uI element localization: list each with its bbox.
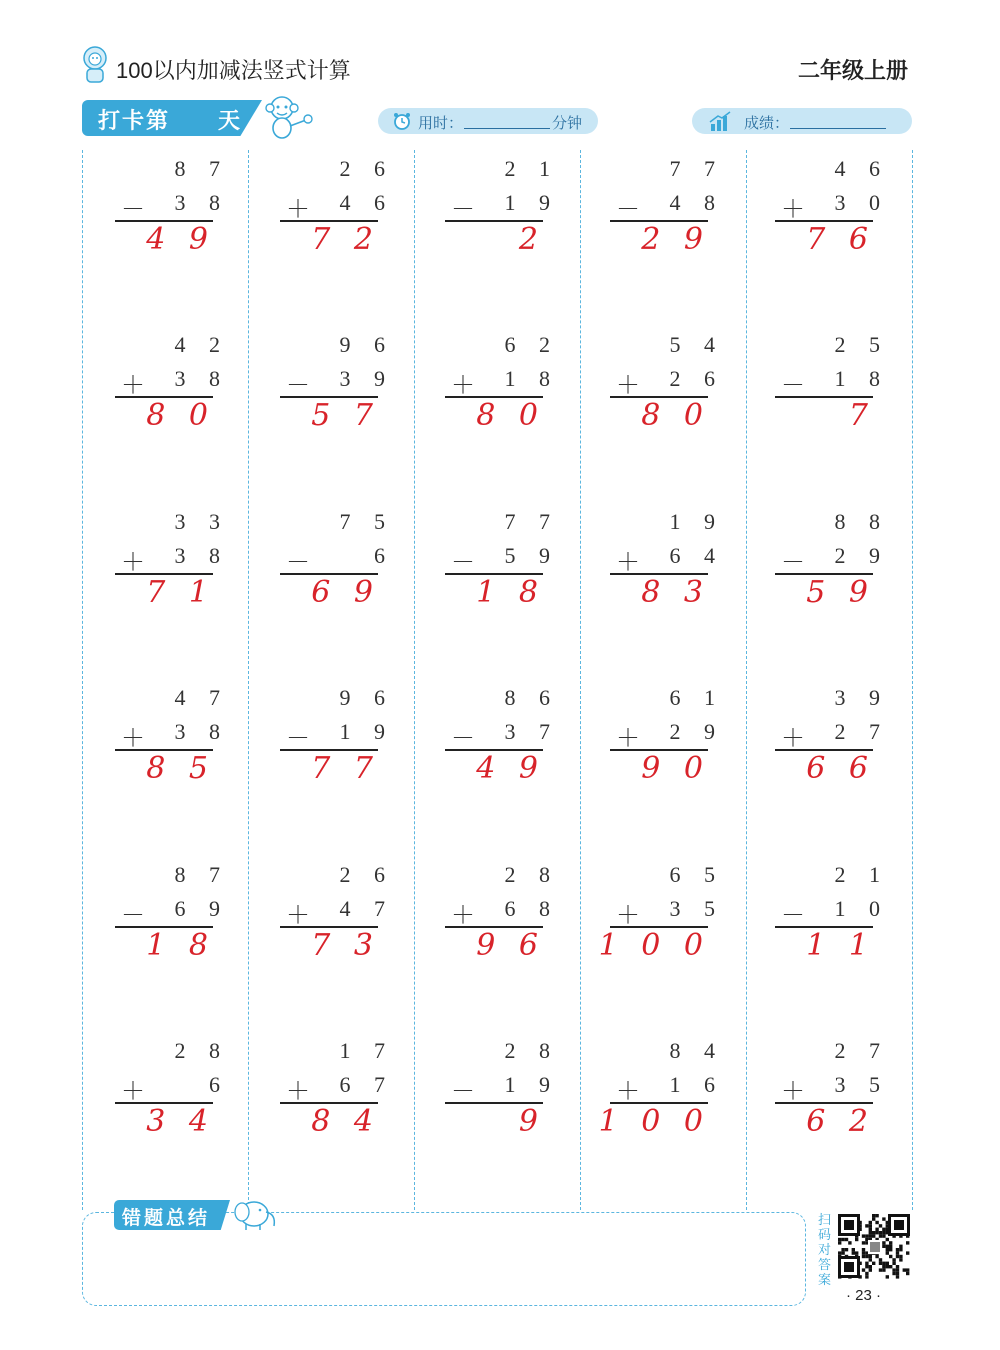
problem-answer[interactable]: 8 3: [641, 575, 710, 610]
checkin-label-prefix: 打卡第: [98, 108, 171, 133]
problem-answer[interactable]: 7 3: [311, 928, 380, 963]
problem-answer[interactable]: 2: [518, 222, 545, 257]
problem-top-number: 6 5: [669, 862, 724, 887]
problem-operator: ＋: [616, 548, 640, 576]
problem-answer[interactable]: 1 8: [146, 928, 215, 963]
problem-bottom-number: 1 9: [339, 719, 394, 744]
problem-operator: ＋: [451, 901, 475, 929]
checkin-label-suffix: 天: [218, 108, 241, 133]
time-label: 用时：: [418, 115, 464, 132]
problem-top-number: 8 6: [504, 685, 559, 710]
problem-bottom-number: 3 5: [834, 1072, 889, 1097]
problem-card: [610, 156, 724, 276]
problem-card: [775, 1038, 889, 1158]
problem-bottom-number: 3 9: [339, 366, 394, 391]
lion-icon: [80, 44, 110, 84]
problem-card: [280, 332, 394, 452]
problem-bottom-number: 3 8: [174, 543, 229, 568]
problem-answer[interactable]: 7 6: [806, 222, 875, 257]
time-unit: 分钟: [552, 115, 583, 132]
problem-bottom-number: 6 8: [504, 896, 559, 921]
problem-top-number: 6 2: [504, 332, 559, 357]
qr-caption: 扫码对答案: [818, 1212, 832, 1287]
problem-top-number: 8 4: [669, 1038, 724, 1063]
problem-card: [445, 862, 559, 982]
problem-bottom-number: 1 0: [834, 896, 889, 921]
problem-top-number: 2 1: [504, 156, 559, 181]
problem-operator: ＋: [616, 724, 640, 752]
problem-bottom-number: 1 6: [669, 1072, 724, 1097]
problem-card: [775, 862, 889, 982]
problem-card: [445, 156, 559, 276]
problem-card: [445, 332, 559, 452]
book-title: 100以内加减法竖式计算: [116, 58, 351, 83]
problem-card: [610, 332, 724, 452]
problem-top-number: 7 7: [669, 156, 724, 181]
problem-operator: ＋: [121, 724, 145, 752]
problem-answer[interactable]: 8 5: [146, 751, 215, 786]
problem-top-number: 4 7: [174, 685, 229, 710]
problem-answer[interactable]: 9 6: [476, 928, 545, 963]
problem-card: [445, 509, 559, 629]
problem-operator: ＋: [286, 901, 310, 929]
problem-answer[interactable]: 1 8: [476, 575, 545, 610]
problem-answer[interactable]: 4 9: [476, 751, 545, 786]
elephant-icon: [232, 1196, 280, 1232]
column-divider: [248, 150, 249, 1210]
problem-card: [115, 1038, 229, 1158]
score-blank[interactable]: [790, 128, 886, 129]
problem-top-number: 1 7: [339, 1038, 394, 1063]
time-blank[interactable]: [464, 128, 550, 129]
problem-answer[interactable]: 8 0: [641, 398, 710, 433]
problem-bottom-number: 4 8: [669, 190, 724, 215]
chart-icon: [708, 110, 734, 132]
problem-card: [445, 685, 559, 805]
problem-bottom-number: 6: [374, 543, 394, 568]
problem-card: [445, 1038, 559, 1158]
problem-answer[interactable]: 9: [518, 1104, 545, 1139]
problem-operator: －: [451, 1077, 475, 1105]
problem-operator: ＋: [121, 548, 145, 576]
problem-card: [775, 332, 889, 452]
problem-answer[interactable]: 7: [848, 398, 875, 433]
problem-top-number: 4 2: [174, 332, 229, 357]
problem-card: [280, 509, 394, 629]
problem-card: [115, 156, 229, 276]
problem-top-number: 3 9: [834, 685, 889, 710]
problem-bottom-number: 2 7: [834, 719, 889, 744]
problem-answer[interactable]: 8 4: [311, 1104, 380, 1139]
problem-top-number: 2 6: [339, 862, 394, 887]
problem-top-number: 8 7: [174, 156, 229, 181]
problem-card: [775, 685, 889, 805]
problem-bottom-number: 6 7: [339, 1072, 394, 1097]
problem-operator: －: [781, 371, 805, 399]
problem-top-number: 7 5: [339, 509, 394, 534]
problem-answer[interactable]: 9 0: [641, 751, 710, 786]
qr-code-icon[interactable]: [838, 1214, 912, 1280]
problem-operator: ＋: [781, 1077, 805, 1105]
problem-card: [115, 685, 229, 805]
problem-operator: －: [121, 901, 145, 929]
score-label: 成绩：: [744, 115, 790, 132]
problem-card: [610, 509, 724, 629]
column-divider: [912, 150, 913, 1210]
problem-card: [280, 862, 394, 982]
monkey-icon: [262, 92, 314, 142]
problem-top-number: 8 8: [834, 509, 889, 534]
problem-operator: －: [286, 548, 310, 576]
problem-answer[interactable]: 2 9: [641, 222, 710, 257]
problem-operator: －: [121, 195, 145, 223]
problem-answer[interactable]: 7 2: [311, 222, 380, 257]
problem-bottom-number: 3 7: [504, 719, 559, 744]
problem-card: [280, 1038, 394, 1158]
column-divider: [414, 150, 415, 1210]
problem-bottom-number: 3 0: [834, 190, 889, 215]
problem-top-number: 2 6: [339, 156, 394, 181]
problem-answer[interactable]: 7 7: [311, 751, 380, 786]
problem-bottom-number: 1 8: [504, 366, 559, 391]
problem-card: [280, 156, 394, 276]
problem-top-number: 4 6: [834, 156, 889, 181]
problem-operator: －: [781, 548, 805, 576]
problem-top-number: 2 8: [504, 862, 559, 887]
problem-top-number: 7 7: [504, 509, 559, 534]
grade-label: 二年级上册: [797, 58, 908, 83]
problem-card: [280, 685, 394, 805]
problem-answer[interactable]: 3 4: [146, 1104, 215, 1139]
problem-bottom-number: 3 8: [174, 719, 229, 744]
problem-top-number: 2 8: [504, 1038, 559, 1063]
problem-top-number: 9 6: [339, 332, 394, 357]
problem-operator: －: [451, 548, 475, 576]
problem-operator: ＋: [616, 371, 640, 399]
problem-operator: ＋: [121, 371, 145, 399]
problem-top-number: 2 5: [834, 332, 889, 357]
problem-card: [775, 509, 889, 629]
problem-answer[interactable]: 5 7: [311, 398, 380, 433]
problem-bottom-number: 2 9: [834, 543, 889, 568]
problem-operator: ＋: [616, 1077, 640, 1105]
problem-operator: －: [451, 195, 475, 223]
problem-bottom-number: 6: [209, 1072, 229, 1097]
problem-answer[interactable]: 6 6: [806, 751, 875, 786]
clock-icon: [392, 111, 412, 131]
problem-answer[interactable]: 6 2: [806, 1104, 875, 1139]
problem-answer[interactable]: 4 9: [146, 222, 215, 257]
problem-operator: －: [616, 195, 640, 223]
problem-card: [598, 862, 724, 982]
column-divider: [580, 150, 581, 1210]
problem-bottom-number: 4 7: [339, 896, 394, 921]
problem-bottom-number: 1 9: [504, 190, 559, 215]
problem-card: [610, 685, 724, 805]
problem-bottom-number: 1 9: [504, 1072, 559, 1097]
problem-bottom-number: 3 8: [174, 366, 229, 391]
problem-operator: ＋: [286, 195, 310, 223]
problem-operator: ＋: [616, 901, 640, 929]
problem-bottom-number: 3 5: [669, 896, 724, 921]
problem-operator: ＋: [286, 1077, 310, 1105]
problem-operator: ＋: [781, 724, 805, 752]
problem-operator: －: [781, 901, 805, 929]
problem-answer[interactable]: 8 0: [476, 398, 545, 433]
problem-bottom-number: 6 9: [174, 896, 229, 921]
problem-top-number: 3 3: [174, 509, 229, 534]
problem-card: [598, 1038, 724, 1158]
problem-answer[interactable]: 1 1: [806, 928, 875, 963]
problem-card: [775, 156, 889, 276]
column-divider: [82, 150, 83, 1210]
problem-card: [115, 862, 229, 982]
page-number: · 23 ·: [846, 1287, 882, 1304]
problem-top-number: 9 6: [339, 685, 394, 710]
column-divider: [746, 150, 747, 1210]
problem-answer[interactable]: 8 0: [146, 398, 215, 433]
problem-operator: －: [286, 724, 310, 752]
mistake-summary-title: 错题总结: [122, 1208, 211, 1229]
problem-bottom-number: 2 6: [669, 366, 724, 391]
problem-operator: ＋: [451, 371, 475, 399]
problem-bottom-number: 4 6: [339, 190, 394, 215]
problem-top-number: 5 4: [669, 332, 724, 357]
problem-top-number: 6 1: [669, 685, 724, 710]
problem-answer[interactable]: 6 9: [311, 575, 380, 610]
problem-operator: －: [286, 371, 310, 399]
problem-operator: ＋: [781, 195, 805, 223]
problem-bottom-number: 1 8: [834, 366, 889, 391]
problem-operator: －: [451, 724, 475, 752]
problem-top-number: 1 9: [669, 509, 724, 534]
problem-bottom-number: 2 9: [669, 719, 724, 744]
problem-top-number: 2 1: [834, 862, 889, 887]
problem-top-number: 2 8: [174, 1038, 229, 1063]
problem-bottom-number: 5 9: [504, 543, 559, 568]
problem-answer[interactable]: 1 0 0: [598, 928, 710, 963]
problem-top-number: 8 7: [174, 862, 229, 887]
problem-card: [115, 332, 229, 452]
problem-answer[interactable]: 7 1: [146, 575, 215, 610]
problem-bottom-number: 3 8: [174, 190, 229, 215]
problem-bottom-number: 6 4: [669, 543, 724, 568]
problem-answer[interactable]: 5 9: [806, 575, 875, 610]
problem-answer[interactable]: 1 0 0: [598, 1104, 710, 1139]
problem-top-number: 2 7: [834, 1038, 889, 1063]
problem-operator: ＋: [121, 1077, 145, 1105]
problem-card: [115, 509, 229, 629]
